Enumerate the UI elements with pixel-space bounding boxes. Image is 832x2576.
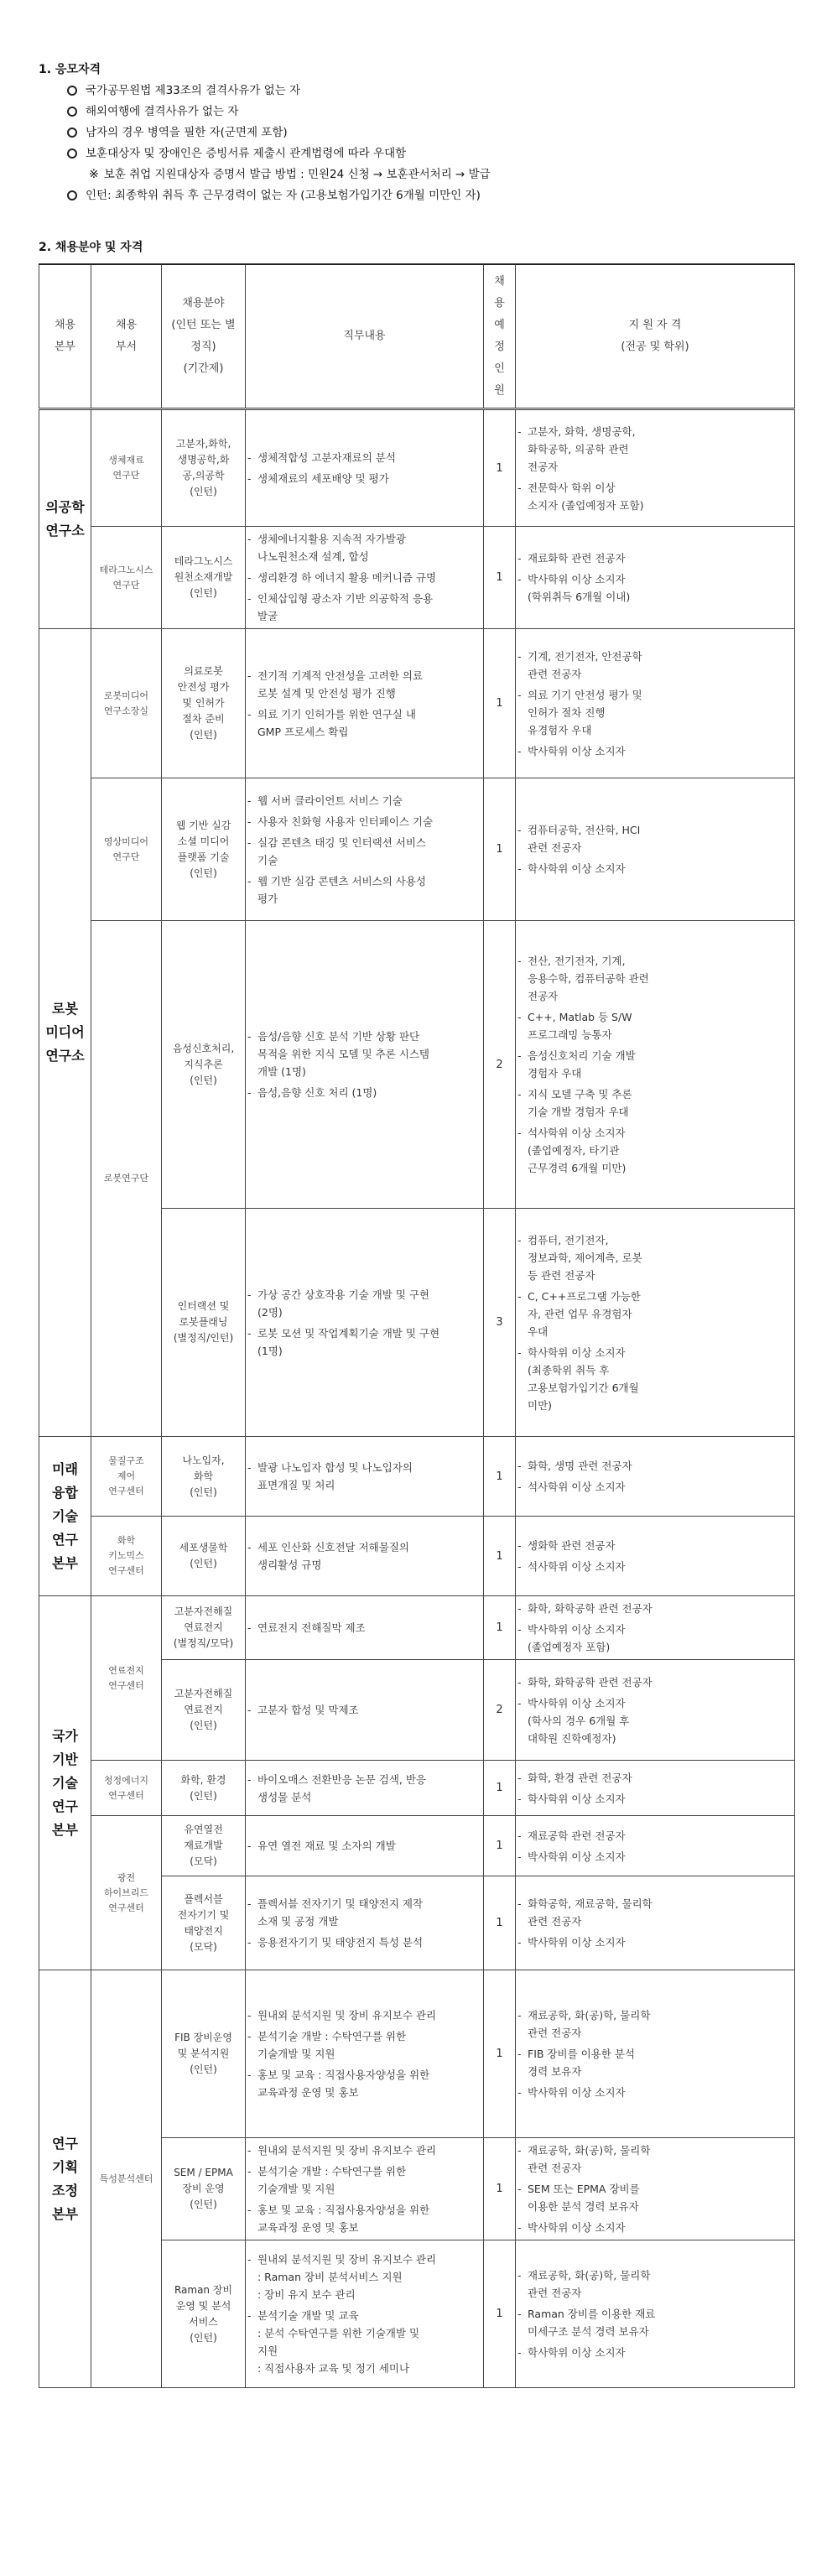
list-item: - 분석기술 개발 : 수탁연구를 위한 기술개발 및 지원 (246, 2027, 483, 2063)
list-item: - 석사학위 이상 소지자 (516, 1478, 794, 1496)
requirements-list (67, 81, 805, 206)
duty-cell (246, 1437, 484, 1517)
headcount-cell: 1 (484, 629, 516, 778)
requirement-item (67, 185, 805, 206)
duty-list (246, 2006, 483, 2101)
requirement-text: 국가공무원법 제33조의 결격사유가 없는 자 (86, 84, 301, 97)
list-item: - 분석기술 개발 및 교육 : 분석 수탁연구를 위한 기술개발 및 지원 : 직접사용자 교육 및 정기 세미나 (246, 2307, 483, 2377)
list-item: - 전기적 기계적 안전성을 고려한 의료 로봇 설계 및 안전성 평가 진행 (246, 667, 483, 702)
header-count: 채 용 예 정 인 원 (484, 264, 516, 409)
list-item: - SEM 또는 EPMA 장비를 이용한 분석 경력 보유자 (516, 2180, 794, 2215)
list-item: - 세포 인산화 신호전달 저해물질의 생리활성 규명 (246, 1538, 483, 1574)
header-duty: 직무내용 (246, 264, 484, 409)
field-cell: 고분자전해질 연료전지 (별정직/모닥) (162, 1596, 246, 1660)
duty-cell (246, 778, 484, 921)
department-cell: 로봇미디어 연구소장실 (91, 629, 162, 778)
field-cell: 의료로봇 안전성 평가 및 인허가 절차 준비 (인턴) (162, 629, 246, 778)
duty-cell (246, 629, 484, 778)
duty-list (246, 1538, 483, 1574)
duty-cell (246, 1970, 484, 2138)
qualification-list (516, 1769, 794, 1808)
qualification-cell (516, 527, 795, 629)
duty-list (246, 1701, 483, 1719)
department-cell: 청정에너지 연구센터 (91, 1761, 162, 1816)
list-item: - 화학, 환경 관련 전공자 (516, 1769, 794, 1787)
table-row (39, 527, 795, 629)
duty-list (246, 1837, 483, 1855)
qualification-cell (516, 1816, 795, 1876)
list-item: - 전산, 전기전자, 기계, 응용수학, 컴퓨터공학 관련 전공자 (516, 952, 794, 1005)
duty-cell (246, 2138, 484, 2240)
duty-list (246, 1028, 483, 1101)
list-item: - 화학, 화학공학 관련 전공자 (516, 1673, 794, 1691)
qualification-list (516, 1231, 794, 1414)
list-item: - 컴퓨터공학, 전산학, HCI 관련 전공자 (516, 821, 794, 856)
list-item: - 의료 기기 인허가를 위한 연구실 내 GMP 프로세스 확립 (246, 705, 483, 741)
field-cell: FIB 장비운영 및 분석지원 (인턴) (162, 1970, 246, 2138)
duty-list (246, 1771, 483, 1806)
list-item: - 생체에너지활용 지속적 자가발광 나노원천소재 설계, 합성 (246, 530, 483, 565)
qualification-list (516, 2006, 794, 2101)
list-item: - 발광 나노입자 합성 및 나노입자의 표면개질 및 처리 (246, 1459, 483, 1494)
department-cell: 광전 하이브리드 연구센터 (91, 1816, 162, 1970)
list-item: - 홍보 및 교육 : 직접사용자양성을 위한 교육과정 운영 및 홍보 (246, 2201, 483, 2236)
table-row (39, 1437, 795, 1517)
qualification-cell (516, 1970, 795, 2138)
list-item: - 지식 모델 구축 및 추론 기술 개발 경험자 우대 (516, 1085, 794, 1121)
list-item: - 재료공학, 화(공)학, 물리학 관련 전공자 (516, 2006, 794, 2042)
duty-cell (246, 1660, 484, 1761)
list-item: - FIB 장비를 이용한 분석 경력 보유자 (516, 2045, 794, 2080)
list-item: - C, C++프로그램 가능한 자, 관련 업무 유경험자 우대 (516, 1288, 794, 1340)
requirement-item (67, 164, 805, 185)
header-qualification: 지 원 자 격 (전공 및 학위) (516, 264, 795, 409)
list-item: - 바이오매스 전환반응 논문 검색, 반응 생성물 분석 (246, 1771, 483, 1806)
list-item: - 유연 열전 재료 및 소자의 개발 (246, 1837, 483, 1855)
list-item: - 박사학위 이상 소지자 (학위취득 6개월 이내) (516, 570, 794, 606)
list-item: - 로봇 모션 및 작업계획기술 개발 및 구현 (1명) (246, 1324, 483, 1360)
table-row (39, 1596, 795, 1660)
headcount-cell: 1 (484, 1517, 516, 1596)
qualification-list (516, 1673, 794, 1747)
field-cell: 세포생물학 (인턴) (162, 1517, 246, 1596)
field-cell: 고분자,화학, 생명공학,화 공,의공학 (인턴) (162, 409, 246, 527)
duty-list (246, 530, 483, 625)
list-item: - 가상 공간 상호작용 기술 개발 및 구현 (2명) (246, 1286, 483, 1321)
division-cell: 연구 기획 조정 본부 (39, 1970, 91, 2388)
duty-list (246, 2141, 483, 2236)
qualification-list (516, 821, 794, 877)
duty-list (246, 1895, 483, 1951)
headcount-cell: 1 (484, 1437, 516, 1517)
department-cell: 특성분석센터 (91, 1970, 162, 2388)
qualification-list (516, 549, 794, 606)
field-cell: 테라그노시스 원천소재개발 (인턴) (162, 527, 246, 629)
list-item: - 원내외 분석지원 및 장비 유지보수 관리 (246, 2141, 483, 2159)
department-cell: 로봇연구단 (91, 921, 162, 1437)
list-item: - 홍보 및 교육 : 직접사용자양성을 위한 교육과정 운영 및 홍보 (246, 2066, 483, 2101)
field-cell: 플렉서블 전자기기 및 태양전지 (모닥) (162, 1876, 246, 1970)
qualification-cell (516, 1437, 795, 1517)
requirement-text: 보훈 취업 지원대상자 증명서 발급 방법 : 민원24 신청 → 보훈관서처리 → 발급 (103, 168, 491, 181)
duty-cell (246, 921, 484, 1209)
division-cell: 로봇 미디어 연구소 (39, 629, 91, 1437)
table-header-row (39, 264, 795, 409)
list-item: - 전문학사 학위 이상 소지자 (졸업예정자 포함) (516, 479, 794, 514)
list-item: - 생체적합성 고분자재료의 분석 (246, 449, 483, 466)
list-item: - 학사학위 이상 소지자 (최종학위 취득 후 고용보험가입기간 6개월 미만) (516, 1344, 794, 1414)
list-item: - 박사학위 이상 소지자 (516, 742, 794, 760)
headcount-cell: 1 (484, 1761, 516, 1816)
recruitment-table (39, 263, 795, 2388)
field-cell: 유연열전 재료개발 (모닥) (162, 1816, 246, 1876)
duty-list (246, 792, 483, 908)
headcount-cell: 1 (484, 527, 516, 629)
list-item: - 고분자, 화학, 생명공학, 화학공학, 의공학 관련 전공자 (516, 423, 794, 476)
qualification-cell (516, 1209, 795, 1437)
list-item: - 석사학위 이상 소지자 (516, 1558, 794, 1575)
list-item: - 컴퓨터, 전기전자, 정보과학, 제어계측, 로봇 등 관련 전공자 (516, 1231, 794, 1284)
list-item: - 재료공학, 화(공)학, 물리학 관련 전공자 (516, 2266, 794, 2302)
list-item: - 재료화학 관련 전공자 (516, 549, 794, 567)
headcount-cell: 1 (484, 1816, 516, 1876)
circle-bullet-icon (67, 190, 77, 200)
list-item: - 생화학 관련 전공자 (516, 1537, 794, 1554)
list-item: - 웹 서버 클라이언트 서비스 기술 (246, 792, 483, 809)
list-item: - 석사학위 이상 소지자 (졸업예정자, 타기관 근무경력 6개월 미만) (516, 1124, 794, 1177)
field-cell: 웹 기반 실감 소셜 미디어 플랫폼 기술 (인턴) (162, 778, 246, 921)
qualification-cell (516, 1596, 795, 1660)
headcount-cell: 1 (484, 2138, 516, 2240)
list-item: - 박사학위 이상 소지자 (516, 2084, 794, 2101)
department-cell: 연료전지 연구센터 (91, 1596, 162, 1761)
table-row (39, 921, 795, 1209)
duty-cell (246, 1761, 484, 1816)
reference-mark: ※ (89, 168, 99, 181)
field-cell: Raman 장비 운영 및 분석 서비스 (인턴) (162, 2240, 246, 2388)
list-item: - 학사학위 이상 소지자 (516, 860, 794, 877)
table-row (39, 778, 795, 921)
qualification-list (516, 2141, 794, 2236)
duty-list (246, 1459, 483, 1494)
department-cell: 생체재료 연구단 (91, 409, 162, 527)
headcount-cell: 1 (484, 1970, 516, 2138)
field-cell: 나노입자, 화학 (인턴) (162, 1437, 246, 1517)
list-item: - C++, Matlab 등 S/W 프로그래밍 능통자 (516, 1008, 794, 1043)
list-item: - 화학, 화학공학 관련 전공자 (516, 1600, 794, 1617)
qualification-list (516, 2266, 794, 2361)
list-item: - 음성,음향 신호 처리 (1명) (246, 1084, 483, 1101)
qualification-cell (516, 2138, 795, 2240)
department-cell: 영상미디어 연구단 (91, 778, 162, 921)
requirement-item (67, 81, 805, 101)
list-item: - 재료공학 관련 전공자 (516, 1827, 794, 1845)
division-cell: 국가 기반 기술 연구 본부 (39, 1596, 91, 1970)
field-cell: SEM / EPMA 장비 운영 (인턴) (162, 2138, 246, 2240)
qualification-list (516, 1537, 794, 1575)
list-item: - 사용자 친화형 사용자 인터페이스 기술 (246, 813, 483, 830)
list-item: - 박사학위 이상 소지자 (학사의 경우 6개월 후 대학원 진학예정자) (516, 1694, 794, 1747)
list-item: - 음성신호처리 기술 개발 경험자 우대 (516, 1047, 794, 1082)
qualification-list (516, 1457, 794, 1496)
qualification-cell (516, 921, 795, 1209)
headcount-cell: 2 (484, 1660, 516, 1761)
qualification-cell (516, 1517, 795, 1596)
qualification-cell (516, 1660, 795, 1761)
qualification-cell (516, 1761, 795, 1816)
list-item: - 화학, 생명 관련 전공자 (516, 1457, 794, 1475)
field-cell: 음성신호처리, 지식추론 (인턴) (162, 921, 246, 1209)
circle-bullet-icon (67, 107, 77, 117)
division-cell: 의공학 연구소 (39, 409, 91, 629)
list-item: - 박사학위 이상 소지자 (516, 2219, 794, 2236)
section-2-title: 2. 채용분야 및 자격 (39, 241, 143, 254)
list-item: - 박사학위 이상 소지자 (516, 1933, 794, 1951)
list-item: - 생체재료의 세포배양 및 평가 (246, 470, 483, 487)
duty-cell (246, 409, 484, 527)
duty-list (246, 667, 483, 741)
requirement-text: 보훈대상자 및 장애인은 증빙서류 제출시 관계법령에 따라 우대함 (86, 147, 407, 160)
requirement-item (67, 143, 805, 164)
list-item: - 웹 기반 실감 콘텐츠 서비스의 사용성 평가 (246, 872, 483, 908)
duty-list (246, 449, 483, 487)
duty-cell (246, 527, 484, 629)
list-item: - 의료 기기 안전성 평가 및 인허가 절차 진행 유경험자 우대 (516, 686, 794, 739)
field-cell: 인터랙션 및 로봇플래닝 (별정직/인턴) (162, 1209, 246, 1437)
qualification-list (516, 1600, 794, 1656)
table-body (39, 409, 795, 2388)
list-item: - 고분자 합성 및 막제조 (246, 1701, 483, 1719)
list-item: - 박사학위 이상 소지자 (졸업예정자 포함) (516, 1621, 794, 1656)
qualification-list (516, 1827, 794, 1866)
table-row (39, 629, 795, 778)
table-row (39, 1761, 795, 1816)
headcount-cell: 1 (484, 1876, 516, 1970)
qualification-cell (516, 2240, 795, 2388)
list-item: - 응용전자기기 및 태양전지 특성 분석 (246, 1933, 483, 1951)
circle-bullet-icon (67, 127, 77, 138)
list-item: - 학사학위 이상 소지자 (516, 1790, 794, 1808)
qualification-list (516, 952, 794, 1177)
list-item: - 박사학위 이상 소지자 (516, 1848, 794, 1866)
duty-cell (246, 1876, 484, 1970)
qualification-list (516, 423, 794, 514)
qualification-cell (516, 778, 795, 921)
list-item: - 원내외 분석지원 및 장비 유지보수 관리 : Raman 장비 분석서비스 지원 : 장비 유지 보수 관리 (246, 2251, 483, 2303)
circle-bullet-icon (67, 86, 77, 96)
list-item: - 플렉서블 전자기기 및 태양전지 제작 소재 및 공정 개발 (246, 1895, 483, 1930)
field-cell: 고분자전해질 연료전지 (인턴) (162, 1660, 246, 1761)
requirement-text: 해외여행에 결격사유가 없는 자 (86, 105, 239, 118)
qualification-list (516, 648, 794, 760)
headcount-cell: 3 (484, 1209, 516, 1437)
header-department: 채용 부서 (91, 264, 162, 409)
duty-cell (246, 2240, 484, 2388)
field-cell: 화학, 환경 (인턴) (162, 1761, 246, 1816)
list-item: - 생리환경 하 에너지 활용 메커니즘 규명 (246, 569, 483, 586)
table-row (39, 1816, 795, 1876)
list-item: - 화학공학, 재료공학, 물리학 관련 전공자 (516, 1895, 794, 1930)
duty-list (246, 1286, 483, 1360)
duty-cell (246, 1209, 484, 1437)
table-row (39, 409, 795, 527)
list-item: - 실감 콘텐츠 태깅 및 인터랙션 서비스 기술 (246, 834, 483, 869)
list-item: - 음성/음향 신호 분석 기반 상황 판단 목적을 위한 지식 모델 및 추론 시스템 개발 (1명) (246, 1028, 483, 1080)
requirement-text: 인턴: 최종학위 취득 후 근무경력이 없는 자 (고용보험가입기간 6개월 미만인 자) (86, 189, 481, 202)
headcount-cell: 1 (484, 409, 516, 527)
headcount-cell: 2 (484, 921, 516, 1209)
section-1-title: 1. 응모자격 (39, 63, 101, 76)
duty-cell (246, 1596, 484, 1660)
list-item: - 인체삽입형 광소자 기반 의공학적 응용 발굴 (246, 590, 483, 625)
list-item: - 연료전지 전해질막 제조 (246, 1619, 483, 1637)
list-item: - 원내외 분석지원 및 장비 유지보수 관리 (246, 2006, 483, 2024)
requirement-item (67, 101, 805, 122)
table-row (39, 1970, 795, 2138)
headcount-cell: 1 (484, 1596, 516, 1660)
qualification-cell (516, 409, 795, 527)
circle-bullet-icon (67, 148, 77, 159)
department-cell: 화학 키노믹스 연구센터 (91, 1517, 162, 1596)
list-item: - 기계, 전기전자, 안전공학 관련 전공자 (516, 648, 794, 683)
qualification-cell (516, 629, 795, 778)
department-cell: 테라그노시스 연구단 (91, 527, 162, 629)
duty-cell (246, 1816, 484, 1876)
list-item: - Raman 장비를 이용한 재료 미세구조 분석 경력 보유자 (516, 2305, 794, 2340)
division-cell: 미래 융합 기술 연구 본부 (39, 1437, 91, 1596)
requirement-text: 남자의 경우 병역을 필한 자(군면제 포함) (86, 126, 288, 139)
duty-list (246, 1619, 483, 1637)
requirement-item (67, 122, 805, 143)
header-division: 채용 본부 (39, 264, 91, 409)
department-cell: 물질구조 제어 연구센터 (91, 1437, 162, 1517)
list-item: - 재료공학, 화(공)학, 물리학 관련 전공자 (516, 2141, 794, 2177)
header-field: 채용분야 (인턴 또는 별 정직) (기간제) (162, 264, 246, 409)
list-item: - 분석기술 개발 : 수탁연구를 위한 기술개발 및 지원 (246, 2162, 483, 2198)
table-row (39, 1517, 795, 1596)
duty-list (246, 2251, 483, 2377)
qualification-cell (516, 1876, 795, 1970)
list-item: - 학사학위 이상 소지자 (516, 2344, 794, 2361)
duty-cell (246, 1517, 484, 1596)
qualification-list (516, 1895, 794, 1951)
headcount-cell: 1 (484, 778, 516, 921)
headcount-cell: 1 (484, 2240, 516, 2388)
